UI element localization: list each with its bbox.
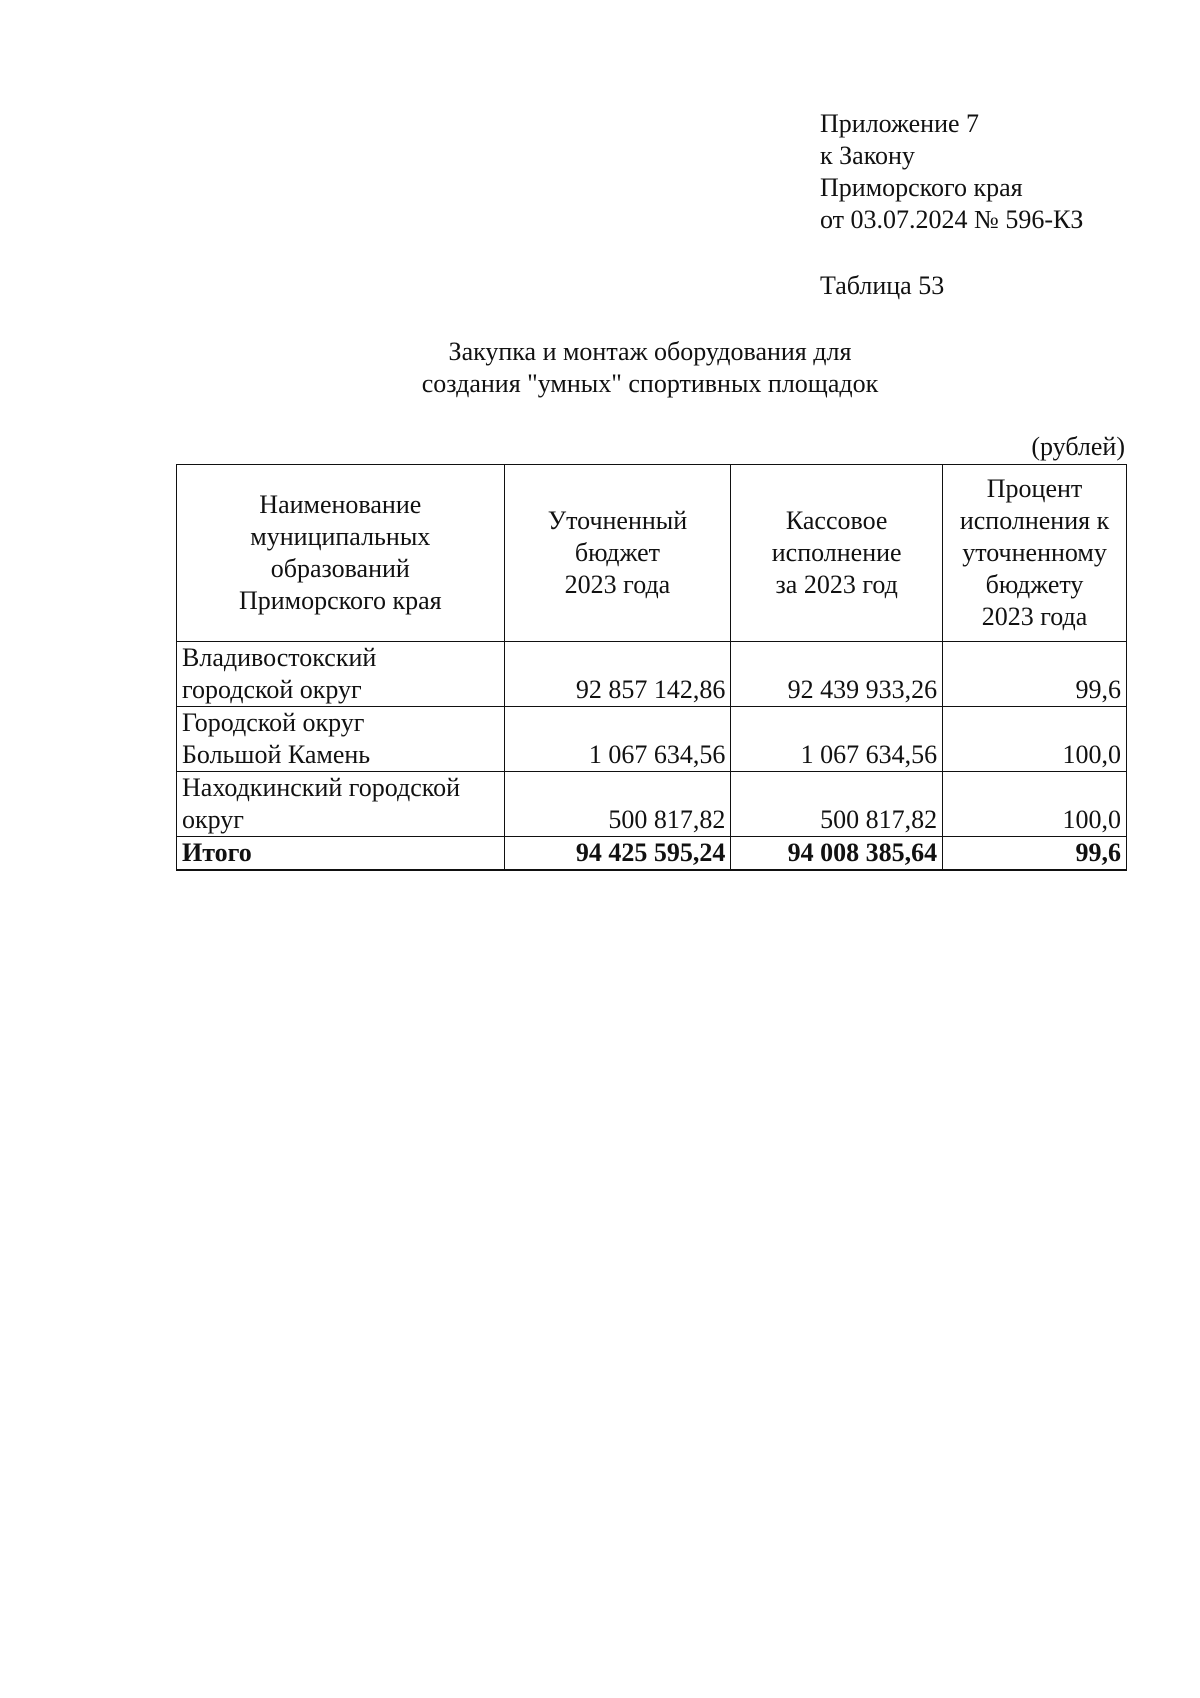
- document-title: [300, 336, 1000, 400]
- municipality-name-line: округ: [182, 805, 244, 834]
- municipality-name-line: Городской округ: [182, 708, 365, 737]
- header-municipality: [177, 465, 505, 642]
- total-execution: 94 008 385,64: [731, 837, 943, 871]
- title-line-1: Закупка и монтаж оборудования для: [448, 337, 852, 366]
- header-budget-line: Уточненный: [547, 506, 688, 535]
- table-row: [177, 642, 1127, 707]
- header-percent-line: Процент: [986, 474, 1083, 503]
- appendix-line-2: к Закону: [820, 141, 915, 170]
- budget-value: 500 817,82: [504, 772, 731, 837]
- execution-value: 92 439 933,26: [731, 642, 943, 707]
- appendix-line-1: Приложение 7: [820, 109, 980, 138]
- table-number: Таблица 53: [820, 271, 945, 300]
- header-budget-line: 2023 года: [564, 570, 671, 599]
- execution-value: 1 067 634,56: [731, 707, 943, 772]
- header-percent-line: 2023 года: [981, 602, 1088, 631]
- appendix-line-3: Приморского края: [820, 173, 1023, 202]
- header-budget: [504, 465, 731, 642]
- header-budget-line: бюджет: [574, 538, 660, 567]
- total-label: Итого: [177, 837, 505, 871]
- execution-value: 500 817,82: [731, 772, 943, 837]
- municipality-name: [177, 772, 505, 837]
- percent-value: 100,0: [943, 772, 1127, 837]
- header-percent: [943, 465, 1127, 642]
- units-label: (рублей): [1031, 432, 1125, 461]
- header-execution-line: Кассовое: [785, 506, 888, 535]
- budget-value: 1 067 634,56: [504, 707, 731, 772]
- header-percent-line: исполнения к: [959, 506, 1110, 535]
- header-execution: [731, 465, 943, 642]
- municipality-name: [177, 642, 505, 707]
- header-municipality-line: Приморского края: [238, 586, 442, 615]
- municipality-name-line: городской округ: [182, 675, 362, 704]
- municipality-name-line: Большой Камень: [182, 740, 371, 769]
- municipality-name-line: Владивостокский: [182, 643, 377, 672]
- table-header-row: [177, 465, 1127, 642]
- appendix-block: [820, 108, 1083, 236]
- table-row: [177, 772, 1127, 837]
- header-municipality-line: образований: [270, 554, 410, 583]
- budget-value: 92 857 142,86: [504, 642, 731, 707]
- municipality-name-line: Находкинский городской: [182, 773, 461, 802]
- appendix-line-4: от 03.07.2024 № 596-КЗ: [820, 205, 1084, 234]
- budget-table: [176, 464, 1127, 871]
- header-municipality-line: муниципальных: [250, 522, 431, 551]
- header-execution-line: за 2023 год: [775, 570, 898, 599]
- total-budget: 94 425 595,24: [504, 837, 731, 871]
- percent-value: 100,0: [943, 707, 1127, 772]
- total-percent: 99,6: [943, 837, 1127, 871]
- header-municipality-line: Наименование: [259, 490, 422, 519]
- header-percent-line: бюджету: [985, 570, 1084, 599]
- header-execution-line: исполнение: [771, 538, 902, 567]
- title-line-2: создания "умных" спортивных площадок: [421, 369, 879, 398]
- municipality-name: [177, 707, 505, 772]
- percent-value: 99,6: [943, 642, 1127, 707]
- total-row: [177, 837, 1127, 871]
- table-row: [177, 707, 1127, 772]
- header-percent-line: уточненному: [962, 538, 1107, 567]
